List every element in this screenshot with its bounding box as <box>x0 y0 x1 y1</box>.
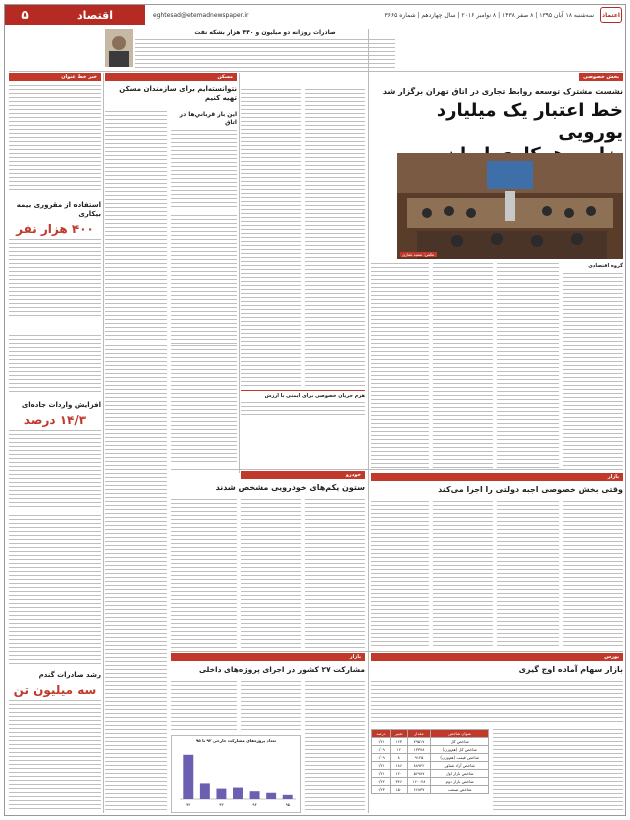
table-cell: شاخص کل (هم‌وزن) <box>431 746 489 754</box>
stock-body <box>371 681 623 725</box>
chart-bar <box>283 795 293 799</box>
stock-table <box>371 729 489 794</box>
table-cell: ۰/۲۱ <box>372 770 391 778</box>
invest-kicker-row: بازار <box>171 653 365 663</box>
table-cell: ۷۹۵۱۷ <box>407 738 431 746</box>
chart-tick-label: ۹۲ <box>186 802 191 807</box>
table-cell: ۱۸۶ <box>390 762 407 770</box>
divider <box>9 71 623 72</box>
left-story-2: افزایش واردات جاده‌ای ۱۴/۳ درصد <box>9 335 101 515</box>
table-row <box>372 786 489 794</box>
mid-subhead-box: هزم جریان خصوصی برای ایمنی با ارزش <box>241 390 365 416</box>
chart-bar <box>216 789 226 799</box>
newspaper-logo: اعتماد <box>600 7 622 23</box>
masthead <box>5 5 625 25</box>
chart-title: تعداد پروژه‌های مشارکت خارجی ۹۲ تا ۹۵ <box>195 738 277 743</box>
table-row <box>372 754 489 762</box>
table-cell: شاخص کل <box>431 738 489 746</box>
maskan-body-col-1 <box>105 111 167 341</box>
table-cell: ۸ <box>390 754 407 762</box>
table-header-cell: عنوان شاخص <box>431 730 489 738</box>
table-cell: ۰/۲۱ <box>372 762 391 770</box>
maskan-kicker-row <box>105 73 237 83</box>
car-headline: ستون یکم‌های خودرویی مشخص شدند <box>215 483 365 492</box>
table-cell: ۱۲۰ <box>390 770 407 778</box>
top-story <box>135 29 395 73</box>
news-brief-body <box>9 85 101 191</box>
invest-body-col-3 <box>171 681 237 731</box>
table-cell: ۸۸۹۴۲ <box>407 762 431 770</box>
private-kicker-row: بازار <box>371 473 623 483</box>
page-number: ۵ <box>5 5 45 25</box>
lead-body-col-4 <box>371 263 429 469</box>
table-cell: ۰/۰۹ <box>372 754 391 762</box>
maskan-body-col-2 <box>171 215 237 345</box>
private-body-col-3 <box>433 501 493 649</box>
mid-left-body-col-1 <box>105 345 167 813</box>
chart-bar <box>183 755 193 799</box>
left-big-number-2: ۱۴/۳ درصد <box>23 413 87 427</box>
private-headline: وقتی بخش خصوصی اجبه دولتی را اجرا می‌کند <box>438 485 623 494</box>
table-cell: ۰/۲۳ <box>372 786 391 794</box>
table-cell: شاخص بازار اول <box>431 770 489 778</box>
stock-body-2 <box>493 729 623 813</box>
chart-plot <box>172 743 300 809</box>
table-row <box>372 746 489 754</box>
table-row <box>372 762 489 770</box>
table-row <box>372 770 489 778</box>
chart-tick-label: ۹۵ <box>285 802 290 807</box>
section-email: eghtesad@etemadnewspaper.ir <box>153 11 249 19</box>
newspaper-page <box>4 4 626 816</box>
table-header-cell: تغییر <box>390 730 407 738</box>
date-line: سه‌شنبه ۱۸ آبان ۱۳۹۵ | ۸ صفر ۱۴۳۸ | ۸ نوامبر ۲۰۱۶ | سال چهاردهم | شماره ۳۶۶۵ <box>384 11 594 19</box>
chart-bar <box>233 788 243 799</box>
invest-body-col-1 <box>305 681 365 813</box>
top-story-headline: صادرات روزانه دو میلیون و ۴۴۰ هزار بشکه نفت <box>194 29 336 36</box>
divider <box>368 29 369 813</box>
chart-tick-label: ۹۴ <box>252 802 257 807</box>
lead-photo <box>397 153 623 259</box>
private-body-col-2 <box>497 501 559 649</box>
private-body-col-1 <box>563 501 623 649</box>
table-cell: ۰/۲۲ <box>372 778 391 786</box>
mid-left-body-col-2 <box>171 345 237 465</box>
table-cell: شاخص آزاد شناور <box>431 762 489 770</box>
chart-bar <box>250 791 260 799</box>
left-story-3: رشد صادرات گندم سه میلیون تن <box>9 515 101 815</box>
table-cell: ۹۱۲۵ <box>407 754 431 762</box>
table-cell: ۰/۰۹ <box>372 746 391 754</box>
table-header-cell: درصد <box>372 730 391 738</box>
table-row <box>372 778 489 786</box>
maskan-kicker: مسکن <box>105 73 237 81</box>
news-brief-kicker-row: خبر خط عنوان <box>9 73 101 83</box>
lead-body-col-1 <box>563 273 623 469</box>
car-body-col-1 <box>305 499 365 649</box>
table-cell: ۱۶۰۰۴۸ <box>407 778 431 786</box>
table-cell: ۱۳۳۷۸ <box>407 746 431 754</box>
lead-kicker: بخش خصوصی <box>579 73 623 81</box>
left-big-number-3: سه میلیون تن <box>13 683 97 697</box>
lead-body-col-3 <box>433 263 493 469</box>
table-cell: ۶۶۸۳۷ <box>407 786 431 794</box>
table-cell: ۱۶۳ <box>390 738 407 746</box>
middle-body-col-2 <box>241 89 301 389</box>
section-title: اقتصاد <box>45 5 145 25</box>
chart-tick-label: ۹۳ <box>219 802 224 807</box>
lead-headline-1: خط اعتبار یک میلیارد یورویی <box>436 100 623 143</box>
stock-kicker-row: بورس <box>371 653 623 663</box>
chart-bar <box>200 783 210 799</box>
lead-body-col-2 <box>497 263 559 469</box>
lead-byline: گروه اقتصادی <box>588 263 623 269</box>
maskan-headline: نتوانسته‌ایم برای سازمندان مسکن تهیه کنیم <box>119 85 237 102</box>
columnist-photo <box>105 29 133 67</box>
divider <box>171 651 623 652</box>
invest-body-col-2 <box>241 681 301 731</box>
table-header-cell: مقدار <box>407 730 431 738</box>
table-cell: ۳۴۶ <box>390 778 407 786</box>
car-body-col-3 <box>171 499 237 649</box>
car-kicker-row: خودرو <box>241 471 365 481</box>
divider <box>239 73 240 473</box>
private-body-col-4 <box>371 501 429 649</box>
table-cell: شاخص بازار دوم <box>431 778 489 786</box>
lead-supertitle: نشست مشترک توسعه روابط تجاری در اتاق تهران برگزار شد <box>382 87 623 96</box>
chart-bar <box>266 793 276 799</box>
table-cell: شاخص صنعت <box>431 786 489 794</box>
table-cell: ۵۶۹۸۷ <box>407 770 431 778</box>
car-body-col-2 <box>241 499 301 649</box>
stock-table-wrap <box>371 729 489 813</box>
lead-headline-block <box>371 87 623 155</box>
table-cell: شاخص قیمت (هم‌وزن) <box>431 754 489 762</box>
maskan-subhead-box: این بار قربانیِ‌ها در اتاق <box>171 111 237 211</box>
table-cell: ۰/۲۱ <box>372 738 391 746</box>
left-big-number-1: ۴۰۰ هزار نفر <box>16 222 94 236</box>
table-cell: ۱۵۰ <box>390 786 407 794</box>
stock-headline: بازار سهام آماده اوج گیری <box>518 665 623 674</box>
left-story-1: استفاده از مقروری بیمه بیکاری ۴۰۰ هزار نفر <box>9 195 101 315</box>
table-row <box>372 738 489 746</box>
table-cell: ۱۲ <box>390 746 407 754</box>
middle-body-col-1 <box>305 89 365 389</box>
invest-headline: مشارکت ۲۷ کشور در اجرای پروژه‌های داخلی <box>198 665 365 674</box>
divider <box>171 469 623 470</box>
invest-chart <box>171 735 301 813</box>
divider <box>103 73 104 813</box>
photo-credit: عکس: سعید غفاری <box>402 252 435 257</box>
